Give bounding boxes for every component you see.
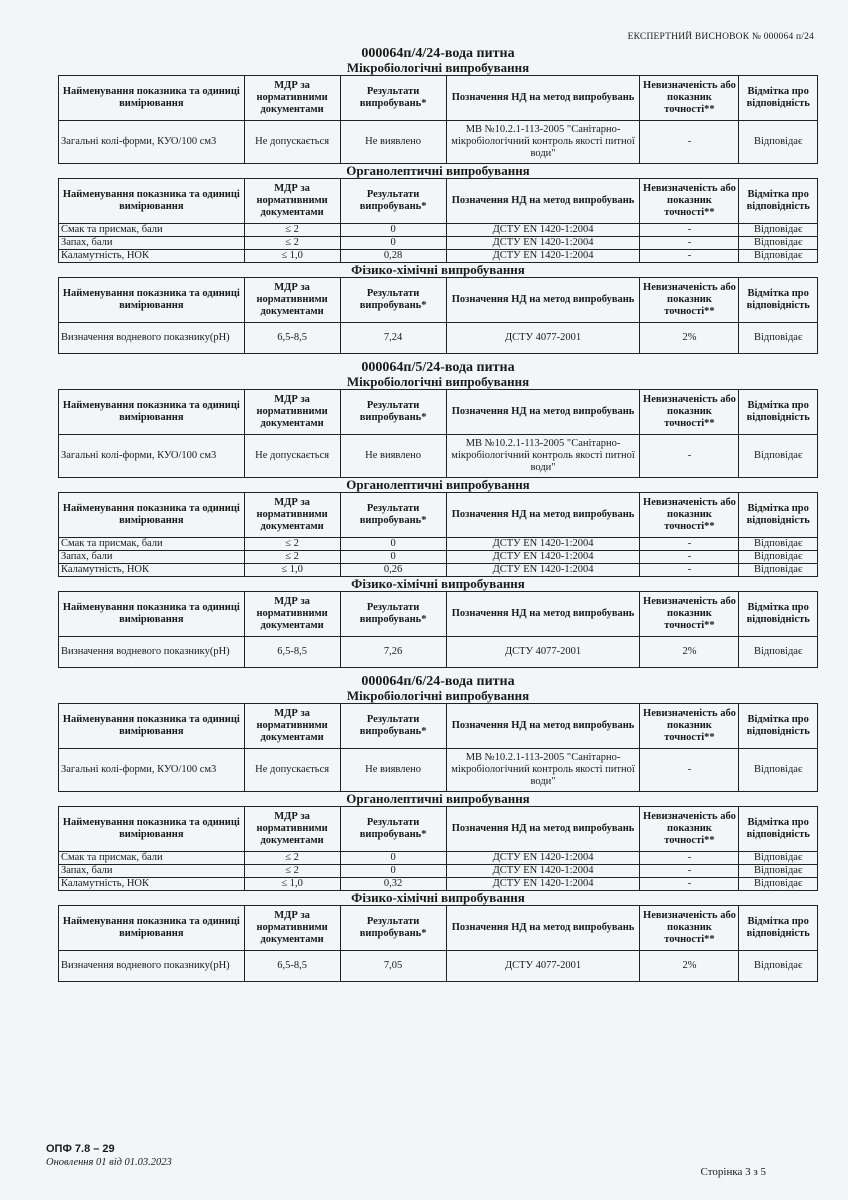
section-title-micro: Мікробіологічні випробування [346, 60, 530, 75]
column-header-conform: Відмітка про відповідність [739, 390, 818, 435]
column-header-conform: Відмітка про відповідність [739, 906, 818, 951]
uncertainty-value: 2% [640, 951, 739, 982]
conformity-mark: Відповідає [739, 951, 818, 982]
conformity-mark: Відповідає [739, 121, 818, 164]
method-standard: ДСТУ EN 1420-1:2004 [446, 224, 640, 237]
column-header-uncert: Невизначеність або показник точності** [640, 390, 739, 435]
conformity-mark: Відповідає [739, 637, 818, 668]
uncertainty-value: - [640, 121, 739, 164]
mdr-value: Не допускається [244, 121, 340, 164]
test-result: 0,28 [340, 250, 446, 263]
column-header-conform: Відмітка про відповідність [739, 493, 818, 538]
sample-title: 000064п/5/24-вода питна [361, 360, 515, 375]
column-header-uncert: Невизначеність або показник точності** [640, 704, 739, 749]
micro-table [58, 75, 818, 164]
table-row [59, 564, 818, 577]
method-standard: ДСТУ EN 1420-1:2004 [446, 852, 640, 865]
conformity-mark: Відповідає [739, 878, 818, 891]
mdr-value: ≤ 2 [244, 237, 340, 250]
column-header-method: Позначення НД на метод випробувань [446, 493, 640, 538]
column-header-mdr: МДР за нормативними документами [244, 278, 340, 323]
test-result: 7,05 [340, 951, 446, 982]
column-header-uncert: Невизначеність або показник точності** [640, 807, 739, 852]
indicator-name: Запах, бали [59, 237, 245, 250]
table-row [59, 250, 818, 263]
table-header-row [59, 278, 818, 323]
column-header-name: Найменування показника та одиниці вимірювання [59, 807, 245, 852]
conformity-mark: Відповідає [739, 551, 818, 564]
sample-block [58, 674, 818, 982]
conformity-mark: Відповідає [739, 865, 818, 878]
conformity-mark: Відповідає [739, 323, 818, 354]
column-header-uncert: Невизначеність або показник точності** [640, 76, 739, 121]
sample-title: 000064п/6/24-вода питна [361, 674, 515, 689]
conformity-mark: Відповідає [739, 852, 818, 865]
method-standard: ДСТУ EN 1420-1:2004 [446, 237, 640, 250]
mdr-value: ≤ 1,0 [244, 564, 340, 577]
conformity-mark: Відповідає [739, 564, 818, 577]
table-row [59, 435, 818, 478]
physchem-table [58, 277, 818, 354]
column-header-conform: Відмітка про відповідність [739, 807, 818, 852]
conformity-mark: Відповідає [739, 224, 818, 237]
column-header-name: Найменування показника та одиниці вимірювання [59, 493, 245, 538]
table-header-row [59, 493, 818, 538]
column-header-result: Результати випробувань* [340, 76, 446, 121]
column-header-conform: Відмітка про відповідність [739, 278, 818, 323]
uncertainty-value: - [640, 237, 739, 250]
column-header-name: Найменування показника та одиниці вимірювання [59, 390, 245, 435]
section-title-organo: Органолептичні випробування [346, 163, 530, 178]
mdr-value: Не допускається [244, 749, 340, 792]
test-result: 0,26 [340, 564, 446, 577]
test-result: 0,32 [340, 878, 446, 891]
form-code: ОПФ 7.8 – 29 [46, 1143, 115, 1155]
column-header-mdr: МДР за нормативними документами [244, 592, 340, 637]
column-header-mdr: МДР за нормативними документами [244, 807, 340, 852]
section-title-organo: Органолептичні випробування [346, 791, 530, 806]
micro-table [58, 389, 818, 478]
method-standard: ДСТУ EN 1420-1:2004 [446, 865, 640, 878]
table-row [59, 121, 818, 164]
table-row [59, 865, 818, 878]
indicator-name: Каламутність, НОК [59, 564, 245, 577]
table-row [59, 224, 818, 237]
test-result: Не виявлено [340, 749, 446, 792]
test-result: 0 [340, 224, 446, 237]
method-standard: ДСТУ 4077-2001 [446, 323, 640, 354]
test-result: Не виявлено [340, 435, 446, 478]
method-standard: ДСТУ EN 1420-1:2004 [446, 250, 640, 263]
table-header-row [59, 179, 818, 224]
indicator-name: Запах, бали [59, 865, 245, 878]
column-header-uncert: Невизначеність або показник точності** [640, 592, 739, 637]
indicator-name: Загальні колі-форми, КУО/100 см3 [59, 435, 245, 478]
test-result: 0 [340, 865, 446, 878]
uncertainty-value: - [640, 878, 739, 891]
method-standard: ДСТУ 4077-2001 [446, 951, 640, 982]
column-header-mdr: МДР за нормативними документами [244, 704, 340, 749]
section-title-physchem: Фізико-хімічні випробування [351, 890, 525, 905]
indicator-name: Каламутність, НОК [59, 878, 245, 891]
conformity-mark: Відповідає [739, 538, 818, 551]
physchem-table [58, 591, 818, 668]
section-title-micro: Мікробіологічні випробування [346, 374, 530, 389]
section-title-physchem: Фізико-хімічні випробування [351, 576, 525, 591]
column-header-result: Результати випробувань* [340, 906, 446, 951]
column-header-mdr: МДР за нормативними документами [244, 493, 340, 538]
column-header-conform: Відмітка про відповідність [739, 179, 818, 224]
table-row [59, 637, 818, 668]
uncertainty-value: - [640, 564, 739, 577]
method-standard: ДСТУ EN 1420-1:2004 [446, 878, 640, 891]
organo-table [58, 806, 818, 891]
method-standard: ДСТУ EN 1420-1:2004 [446, 538, 640, 551]
mdr-value: ≤ 2 [244, 538, 340, 551]
document-reference: ЕКСПЕРТНИЙ ВИСНОВОК № 000064 п/24 [627, 32, 814, 42]
mdr-value: ≤ 2 [244, 852, 340, 865]
method-standard: МВ №10.2.1-113-2005 "Санітарно-мікробіологічний контроль якості питної води" [446, 749, 640, 792]
column-header-result: Результати випробувань* [340, 704, 446, 749]
column-header-method: Позначення НД на метод випробувань [446, 906, 640, 951]
mdr-value: ≤ 1,0 [244, 250, 340, 263]
test-result: Не виявлено [340, 121, 446, 164]
test-result: 0 [340, 538, 446, 551]
table-row [59, 538, 818, 551]
sample-block [58, 360, 818, 668]
column-header-method: Позначення НД на метод випробувань [446, 704, 640, 749]
uncertainty-value: - [640, 852, 739, 865]
column-header-uncert: Невизначеність або показник точності** [640, 179, 739, 224]
column-header-result: Результати випробувань* [340, 807, 446, 852]
column-header-result: Результати випробувань* [340, 493, 446, 538]
table-header-row [59, 906, 818, 951]
table-row [59, 237, 818, 250]
column-header-method: Позначення НД на метод випробувань [446, 390, 640, 435]
column-header-mdr: МДР за нормативними документами [244, 76, 340, 121]
indicator-name: Запах, бали [59, 551, 245, 564]
method-standard: ДСТУ EN 1420-1:2004 [446, 564, 640, 577]
method-standard: ДСТУ 4077-2001 [446, 637, 640, 668]
uncertainty-value: - [640, 224, 739, 237]
form-info [46, 1143, 172, 1169]
column-header-mdr: МДР за нормативними документами [244, 179, 340, 224]
uncertainty-value: - [640, 551, 739, 564]
column-header-method: Позначення НД на метод випробувань [446, 807, 640, 852]
column-header-name: Найменування показника та одиниці вимірювання [59, 179, 245, 224]
column-header-result: Результати випробувань* [340, 278, 446, 323]
indicator-name: Смак та присмак, бали [59, 224, 245, 237]
column-header-uncert: Невизначеність або показник точності** [640, 278, 739, 323]
column-header-method: Позначення НД на метод випробувань [446, 278, 640, 323]
column-header-mdr: МДР за нормативними документами [244, 906, 340, 951]
method-standard: ДСТУ EN 1420-1:2004 [446, 551, 640, 564]
indicator-name: Смак та присмак, бали [59, 852, 245, 865]
test-result: 0 [340, 551, 446, 564]
sample-title: 000064п/4/24-вода питна [361, 46, 515, 61]
test-result: 7,24 [340, 323, 446, 354]
section-title-micro: Мікробіологічні випробування [346, 688, 530, 703]
organo-table [58, 178, 818, 263]
indicator-name: Визначення водневого показнику(pH) [59, 951, 245, 982]
table-row [59, 878, 818, 891]
organo-table [58, 492, 818, 577]
table-row [59, 551, 818, 564]
column-header-conform: Відмітка про відповідність [739, 76, 818, 121]
sample-block [58, 46, 818, 354]
conformity-mark: Відповідає [739, 749, 818, 792]
mdr-value: ≤ 2 [244, 224, 340, 237]
conformity-mark: Відповідає [739, 435, 818, 478]
mdr-value: Не допускається [244, 435, 340, 478]
indicator-name: Смак та присмак, бали [59, 538, 245, 551]
mdr-value: 6,5-8,5 [244, 637, 340, 668]
uncertainty-value: - [640, 250, 739, 263]
table-row [59, 749, 818, 792]
column-header-method: Позначення НД на метод випробувань [446, 592, 640, 637]
uncertainty-value: - [640, 749, 739, 792]
uncertainty-value: - [640, 435, 739, 478]
column-header-name: Найменування показника та одиниці вимірювання [59, 592, 245, 637]
physchem-table [58, 905, 818, 982]
column-header-name: Найменування показника та одиниці вимірювання [59, 906, 245, 951]
indicator-name: Загальні колі-форми, КУО/100 см3 [59, 121, 245, 164]
section-title-organo: Органолептичні випробування [346, 477, 530, 492]
method-standard: МВ №10.2.1-113-2005 "Санітарно-мікробіологічний контроль якості питної води" [446, 435, 640, 478]
column-header-uncert: Невизначеність або показник точності** [640, 906, 739, 951]
indicator-name: Визначення водневого показнику(pH) [59, 637, 245, 668]
column-header-mdr: МДР за нормативними документами [244, 390, 340, 435]
test-result: 0 [340, 852, 446, 865]
column-header-name: Найменування показника та одиниці вимірювання [59, 704, 245, 749]
column-header-name: Найменування показника та одиниці вимірювання [59, 76, 245, 121]
test-result: 0 [340, 237, 446, 250]
column-header-uncert: Невизначеність або показник точності** [640, 493, 739, 538]
uncertainty-value: 2% [640, 637, 739, 668]
table-header-row [59, 704, 818, 749]
test-result: 7,26 [340, 637, 446, 668]
revision-note: Оновлення 01 від 01.03.2023 [46, 1157, 172, 1168]
table-header-row [59, 390, 818, 435]
indicator-name: Каламутність, НОК [59, 250, 245, 263]
uncertainty-value: - [640, 865, 739, 878]
section-title-physchem: Фізико-хімічні випробування [351, 262, 525, 277]
table-row [59, 852, 818, 865]
conformity-mark: Відповідає [739, 250, 818, 263]
mdr-value: ≤ 2 [244, 865, 340, 878]
column-header-method: Позначення НД на метод випробувань [446, 179, 640, 224]
column-header-name: Найменування показника та одиниці вимірювання [59, 278, 245, 323]
mdr-value: ≤ 2 [244, 551, 340, 564]
uncertainty-value: 2% [640, 323, 739, 354]
method-standard: МВ №10.2.1-113-2005 "Санітарно-мікробіологічний контроль якості питної води" [446, 121, 640, 164]
table-header-row [59, 592, 818, 637]
conformity-mark: Відповідає [739, 237, 818, 250]
table-row [59, 323, 818, 354]
mdr-value: 6,5-8,5 [244, 951, 340, 982]
micro-table [58, 703, 818, 792]
mdr-value: ≤ 1,0 [244, 878, 340, 891]
column-header-result: Результати випробувань* [340, 390, 446, 435]
column-header-conform: Відмітка про відповідність [739, 592, 818, 637]
samples-container [58, 46, 818, 982]
indicator-name: Визначення водневого показнику(pH) [59, 323, 245, 354]
column-header-method: Позначення НД на метод випробувань [446, 76, 640, 121]
mdr-value: 6,5-8,5 [244, 323, 340, 354]
table-header-row [59, 807, 818, 852]
table-row [59, 951, 818, 982]
table-header-row [59, 76, 818, 121]
indicator-name: Загальні колі-форми, КУО/100 см3 [59, 749, 245, 792]
page-number: Сторінка 3 з 5 [700, 1166, 766, 1178]
column-header-result: Результати випробувань* [340, 592, 446, 637]
uncertainty-value: - [640, 538, 739, 551]
column-header-result: Результати випробувань* [340, 179, 446, 224]
column-header-conform: Відмітка про відповідність [739, 704, 818, 749]
